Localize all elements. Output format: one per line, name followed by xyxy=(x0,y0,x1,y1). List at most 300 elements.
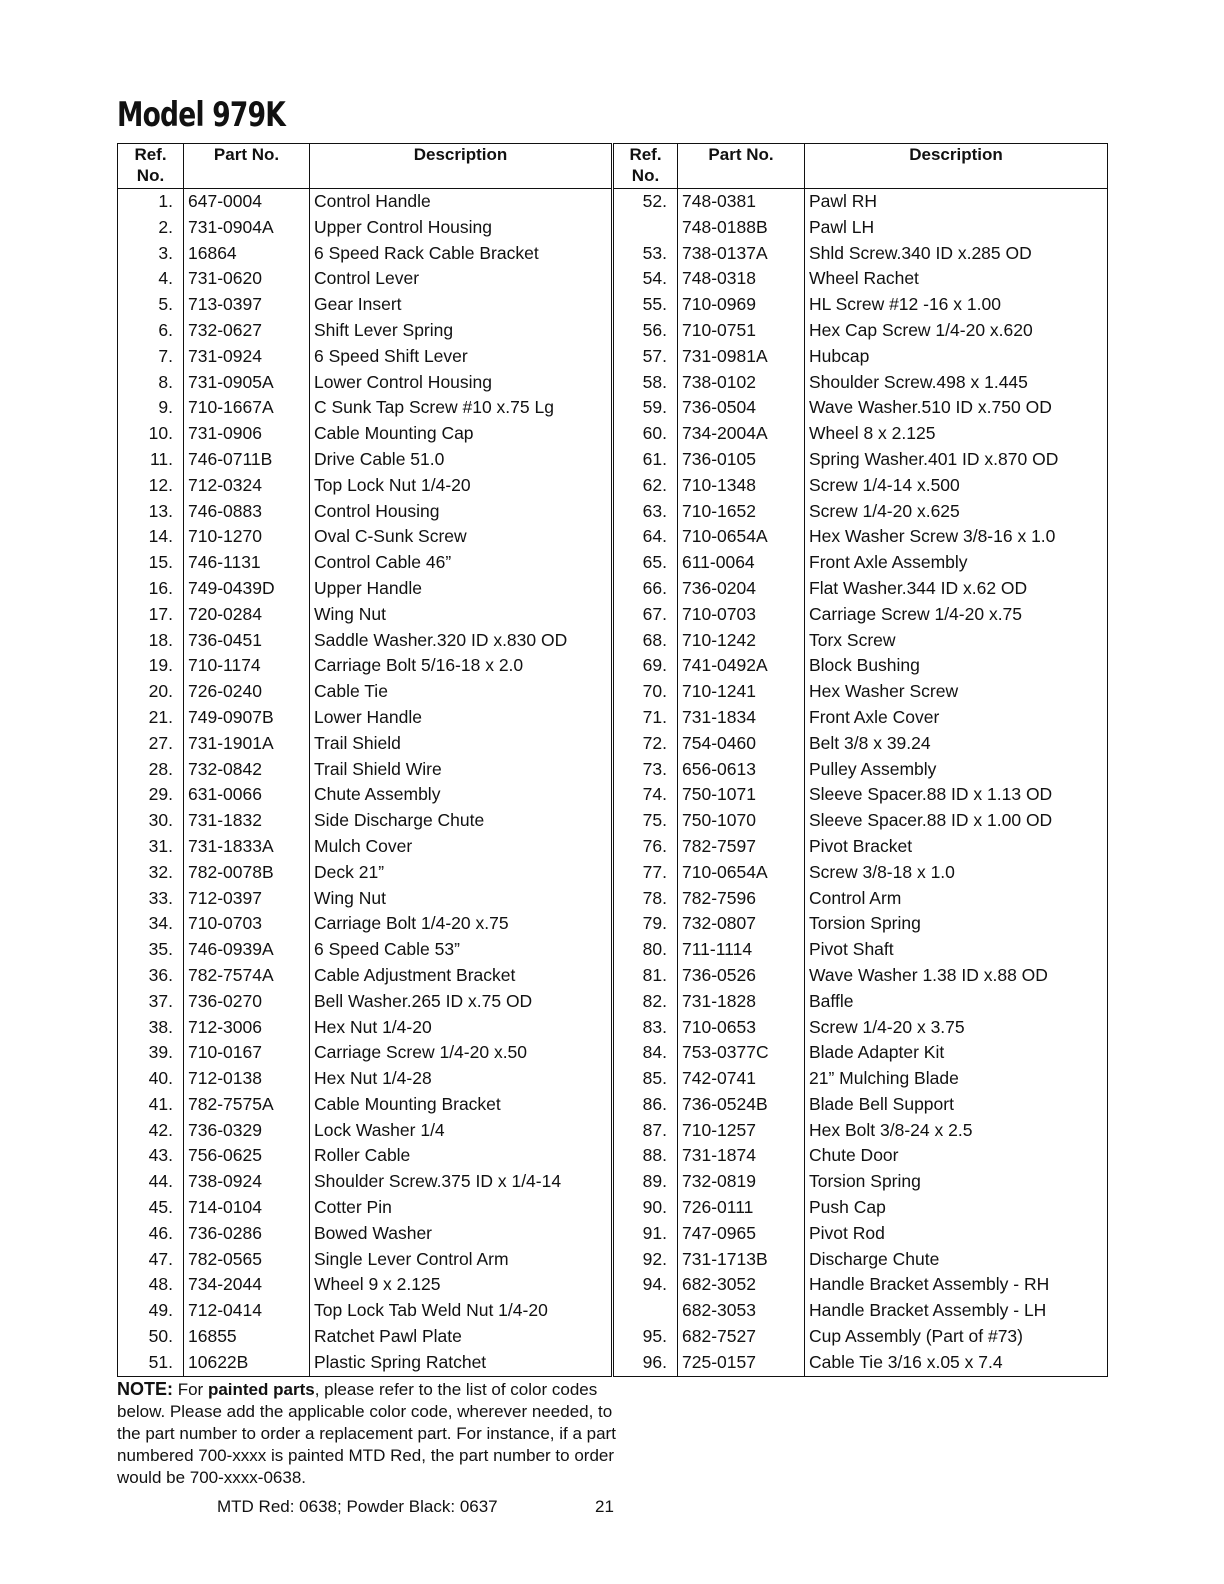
description-cell: Torx Screw xyxy=(805,628,1108,654)
description-cell: Side Discharge Chute xyxy=(310,808,612,834)
description-cell: Control Cable 46” xyxy=(310,550,612,576)
description-cell: Lock Washer 1/4 xyxy=(310,1118,612,1144)
table-row xyxy=(118,1298,612,1324)
ref-no-cell: 65. xyxy=(614,550,678,576)
part-no-cell: 782-7574A xyxy=(184,963,310,989)
ref-no-cell: 38. xyxy=(118,1015,184,1041)
ref-no-cell: 14. xyxy=(118,524,184,550)
description-cell: Wheel 8 x 2.125 xyxy=(805,421,1108,447)
table-row xyxy=(614,344,1108,370)
description-cell: Handle Bracket Assembly - LH xyxy=(805,1298,1108,1324)
description-cell: Carriage Bolt 5/16-18 x 2.0 xyxy=(310,653,612,679)
table-row xyxy=(614,370,1108,396)
parts-table-right-body xyxy=(614,189,1108,1377)
part-no-cell: 711-1114 xyxy=(678,937,805,963)
ref-no-cell: 55. xyxy=(614,292,678,318)
ref-no-cell: 75. xyxy=(614,808,678,834)
ref-no-cell: 62. xyxy=(614,473,678,499)
part-no-cell: 631-0066 xyxy=(184,782,310,808)
ref-no-cell: 2. xyxy=(118,215,184,241)
description-cell: Deck 21” xyxy=(310,860,612,886)
ref-no-cell: 6. xyxy=(118,318,184,344)
part-no-cell: 736-0286 xyxy=(184,1221,310,1247)
part-no-cell: 731-1713B xyxy=(678,1247,805,1273)
part-no-cell: 754-0460 xyxy=(678,731,805,757)
description-header: Description xyxy=(310,144,612,189)
description-cell: Hex Nut 1/4-20 xyxy=(310,1015,612,1041)
ref-no-cell: 13. xyxy=(118,499,184,525)
table-row xyxy=(614,473,1108,499)
part-no-cell: 732-0842 xyxy=(184,757,310,783)
table-row xyxy=(118,937,612,963)
ref-no-cell: 20. xyxy=(118,679,184,705)
description-cell: Shift Lever Spring xyxy=(310,318,612,344)
description-cell: Chute Assembly xyxy=(310,782,612,808)
table-row xyxy=(118,886,612,912)
ref-no-cell: 28. xyxy=(118,757,184,783)
table-row xyxy=(118,1169,612,1195)
part-no-cell: 647-0004 xyxy=(184,189,310,215)
table-row xyxy=(118,421,612,447)
description-cell: Sleeve Spacer.88 ID x 1.00 OD xyxy=(805,808,1108,834)
table-row xyxy=(614,1350,1108,1376)
ref-no-cell: 86. xyxy=(614,1092,678,1118)
ref-no-cell: 37. xyxy=(118,989,184,1015)
table-row xyxy=(118,1195,612,1221)
table-row xyxy=(614,318,1108,344)
description-cell: Hubcap xyxy=(805,344,1108,370)
part-no-cell: 736-0204 xyxy=(678,576,805,602)
table-row xyxy=(118,782,612,808)
description-cell: Cable Mounting Cap xyxy=(310,421,612,447)
part-no-cell: 748-0318 xyxy=(678,266,805,292)
part-no-cell: 10622B xyxy=(184,1350,310,1376)
table-row xyxy=(118,395,612,421)
part-no-cell: 710-0654A xyxy=(678,860,805,886)
part-no-cell: 710-0703 xyxy=(678,602,805,628)
ref-no-cell: 31. xyxy=(118,834,184,860)
part-no-cell: 746-0883 xyxy=(184,499,310,525)
part-no-cell: 736-0105 xyxy=(678,447,805,473)
part-no-cell: 736-0524B xyxy=(678,1092,805,1118)
ref-no-cell: 18. xyxy=(118,628,184,654)
table-row xyxy=(118,189,612,215)
table-row xyxy=(614,782,1108,808)
description-cell: Chute Door xyxy=(805,1143,1108,1169)
ref-no-cell: 19. xyxy=(118,653,184,679)
part-no-cell: 732-0807 xyxy=(678,911,805,937)
ref-no-cell: 3. xyxy=(118,241,184,267)
ref-no-cell: 30. xyxy=(118,808,184,834)
table-row xyxy=(614,1221,1108,1247)
part-no-cell: 682-3052 xyxy=(678,1272,805,1298)
part-no-cell: 710-0969 xyxy=(678,292,805,318)
ref-no-cell: 60. xyxy=(614,421,678,447)
description-cell: HL Screw #12 -16 x 1.00 xyxy=(805,292,1108,318)
description-cell: Pawl RH xyxy=(805,189,1108,215)
part-no-cell: 746-0939A xyxy=(184,937,310,963)
description-cell: Top Lock Nut 1/4-20 xyxy=(310,473,612,499)
ref-no-cell: 47. xyxy=(118,1247,184,1273)
description-cell: Push Cap xyxy=(805,1195,1108,1221)
ref-no-cell: 10. xyxy=(118,421,184,447)
ref-no-cell: 83. xyxy=(614,1015,678,1041)
part-no-cell: 782-7597 xyxy=(678,834,805,860)
part-no-cell: 16855 xyxy=(184,1324,310,1350)
table-row xyxy=(614,215,1108,241)
description-cell: Screw 1/4-20 x 3.75 xyxy=(805,1015,1108,1041)
table-row xyxy=(118,705,612,731)
part-no-cell: 731-0904A xyxy=(184,215,310,241)
ref-no-cell: 49. xyxy=(118,1298,184,1324)
table-row xyxy=(614,1040,1108,1066)
description-cell: Front Axle Assembly xyxy=(805,550,1108,576)
part-no-cell: 736-0270 xyxy=(184,989,310,1015)
description-cell: Torsion Spring xyxy=(805,911,1108,937)
ref-no-cell: 56. xyxy=(614,318,678,344)
description-header: Description xyxy=(805,144,1108,189)
description-cell: Trail Shield Wire xyxy=(310,757,612,783)
table-row xyxy=(614,1298,1108,1324)
ref-no-cell: 29. xyxy=(118,782,184,808)
description-cell: Wave Washer 1.38 ID x.88 OD xyxy=(805,963,1108,989)
ref-no-cell: 88. xyxy=(614,1143,678,1169)
part-no-cell: 656-0613 xyxy=(678,757,805,783)
part-no-header: Part No. xyxy=(184,144,310,189)
table-row xyxy=(118,653,612,679)
part-no-cell: 738-0924 xyxy=(184,1169,310,1195)
table-row xyxy=(614,1066,1108,1092)
note-label: NOTE: xyxy=(117,1379,173,1399)
part-no-cell: 16864 xyxy=(184,241,310,267)
table-row xyxy=(614,1143,1108,1169)
description-cell: Handle Bracket Assembly - RH xyxy=(805,1272,1108,1298)
description-cell: Pivot Shaft xyxy=(805,937,1108,963)
part-no-cell: 746-0711B xyxy=(184,447,310,473)
description-cell: Hex Cap Screw 1/4-20 x.620 xyxy=(805,318,1108,344)
table-row xyxy=(118,860,612,886)
description-cell: Cup Assembly (Part of #73) xyxy=(805,1324,1108,1350)
table-row xyxy=(118,1118,612,1144)
description-cell: Belt 3/8 x 39.24 xyxy=(805,731,1108,757)
part-no-cell: 682-3053 xyxy=(678,1298,805,1324)
ref-no-cell: 11. xyxy=(118,447,184,473)
description-cell: Wave Washer.510 ID x.750 OD xyxy=(805,395,1108,421)
description-cell: Control Arm xyxy=(805,886,1108,912)
part-no-cell: 710-1270 xyxy=(184,524,310,550)
part-no-cell: 710-1348 xyxy=(678,473,805,499)
ref-no-cell: 57. xyxy=(614,344,678,370)
table-row xyxy=(614,1195,1108,1221)
table-row xyxy=(118,628,612,654)
part-no-cell: 756-0625 xyxy=(184,1143,310,1169)
table-row xyxy=(118,1221,612,1247)
ref-no-cell: 76. xyxy=(614,834,678,860)
ref-no-cell: 46. xyxy=(118,1221,184,1247)
table-row xyxy=(118,292,612,318)
part-no-cell: 732-0627 xyxy=(184,318,310,344)
part-no-cell: 726-0240 xyxy=(184,679,310,705)
part-no-cell: 734-2004A xyxy=(678,421,805,447)
description-cell: Lower Control Housing xyxy=(310,370,612,396)
table-row xyxy=(118,679,612,705)
ref-no-cell: 51. xyxy=(118,1350,184,1376)
table-row xyxy=(118,1247,612,1273)
table-row xyxy=(614,550,1108,576)
table-row xyxy=(118,241,612,267)
part-no-cell: 710-0751 xyxy=(678,318,805,344)
description-cell: Carriage Screw 1/4-20 x.50 xyxy=(310,1040,612,1066)
table-row xyxy=(614,421,1108,447)
part-no-cell: 710-1174 xyxy=(184,653,310,679)
part-no-cell: 782-7575A xyxy=(184,1092,310,1118)
table-row xyxy=(118,911,612,937)
part-no-cell: 749-0439D xyxy=(184,576,310,602)
description-cell: Torsion Spring xyxy=(805,1169,1108,1195)
ref-no-cell: 59. xyxy=(614,395,678,421)
ref-no-cell: 89. xyxy=(614,1169,678,1195)
table-row xyxy=(614,1169,1108,1195)
part-no-cell: 714-0104 xyxy=(184,1195,310,1221)
table-row xyxy=(614,937,1108,963)
description-cell: Screw 1/4-14 x.500 xyxy=(805,473,1108,499)
description-cell: Cable Mounting Bracket xyxy=(310,1092,612,1118)
part-no-cell: 731-1833A xyxy=(184,834,310,860)
description-cell: Discharge Chute xyxy=(805,1247,1108,1273)
ref-no-cell: 15. xyxy=(118,550,184,576)
ref-no-cell: 36. xyxy=(118,963,184,989)
ref-no-cell: 80. xyxy=(614,937,678,963)
table-row xyxy=(614,834,1108,860)
part-no-cell: 731-0620 xyxy=(184,266,310,292)
ref-no-cell: 92. xyxy=(614,1247,678,1273)
description-cell: Trail Shield xyxy=(310,731,612,757)
ref-no-cell: 67. xyxy=(614,602,678,628)
page-number: 21 xyxy=(595,1497,614,1516)
description-cell: Hex Nut 1/4-28 xyxy=(310,1066,612,1092)
description-cell: Pivot Bracket xyxy=(805,834,1108,860)
description-cell: Flat Washer.344 ID x.62 OD xyxy=(805,576,1108,602)
table-row xyxy=(614,808,1108,834)
ref-no-cell: 42. xyxy=(118,1118,184,1144)
table-row xyxy=(118,757,612,783)
table-row xyxy=(118,1143,612,1169)
ref-no-cell: 8. xyxy=(118,370,184,396)
description-cell: Control Housing xyxy=(310,499,612,525)
ref-no-cell: 53. xyxy=(614,241,678,267)
part-no-cell: 753-0377C xyxy=(678,1040,805,1066)
table-row xyxy=(118,370,612,396)
ref-no-cell: 72. xyxy=(614,731,678,757)
table-row xyxy=(614,1015,1108,1041)
ref-no-cell: 5. xyxy=(118,292,184,318)
description-cell: Control Lever xyxy=(310,266,612,292)
ref-no-cell: 50. xyxy=(118,1324,184,1350)
ref-no-cell: 4. xyxy=(118,266,184,292)
ref-no-cell xyxy=(614,215,678,241)
part-no-cell: 726-0111 xyxy=(678,1195,805,1221)
description-cell: Wheel 9 x 2.125 xyxy=(310,1272,612,1298)
description-cell: Hex Bolt 3/8-24 x 2.5 xyxy=(805,1118,1108,1144)
description-cell: Drive Cable 51.0 xyxy=(310,447,612,473)
ref-no-cell: 81. xyxy=(614,963,678,989)
part-no-cell: 731-1901A xyxy=(184,731,310,757)
table-row xyxy=(118,447,612,473)
description-cell: Bell Washer.265 ID x.75 OD xyxy=(310,989,612,1015)
description-cell: Pivot Rod xyxy=(805,1221,1108,1247)
table-row xyxy=(118,1015,612,1041)
ref-no-cell: 17. xyxy=(118,602,184,628)
table-row xyxy=(614,292,1108,318)
ref-no-cell: 70. xyxy=(614,679,678,705)
table-row xyxy=(118,473,612,499)
table-row xyxy=(118,1324,612,1350)
part-no-cell: 731-0924 xyxy=(184,344,310,370)
description-cell: Sleeve Spacer.88 ID x 1.13 OD xyxy=(805,782,1108,808)
ref-no-cell: 34. xyxy=(118,911,184,937)
part-no-cell: 731-1832 xyxy=(184,808,310,834)
table-row xyxy=(118,602,612,628)
description-cell: Blade Adapter Kit xyxy=(805,1040,1108,1066)
parts-table-right xyxy=(613,143,1108,1377)
ref-no-cell: 32. xyxy=(118,860,184,886)
part-no-cell: 712-0397 xyxy=(184,886,310,912)
part-no-cell: 710-1652 xyxy=(678,499,805,525)
ref-no-cell: 16. xyxy=(118,576,184,602)
part-no-cell: 736-0329 xyxy=(184,1118,310,1144)
ref-no-cell: 9. xyxy=(118,395,184,421)
part-no-cell: 747-0965 xyxy=(678,1221,805,1247)
ref-no-cell: 73. xyxy=(614,757,678,783)
table-row xyxy=(614,602,1108,628)
part-no-header: Part No. xyxy=(678,144,805,189)
description-cell: Saddle Washer.320 ID x.830 OD xyxy=(310,628,612,654)
parts-table-left-body xyxy=(118,189,612,1377)
description-cell: Cable Tie xyxy=(310,679,612,705)
part-no-cell: 710-0703 xyxy=(184,911,310,937)
description-cell: Oval C-Sunk Screw xyxy=(310,524,612,550)
ref-no-cell: 12. xyxy=(118,473,184,499)
table-row xyxy=(118,1272,612,1298)
description-cell: Single Lever Control Arm xyxy=(310,1247,612,1273)
ref-no-cell: 71. xyxy=(614,705,678,731)
part-no-cell: 731-0981A xyxy=(678,344,805,370)
part-no-cell: 710-1241 xyxy=(678,679,805,705)
description-cell: Hex Washer Screw 3/8-16 x 1.0 xyxy=(805,524,1108,550)
table-row xyxy=(614,1118,1108,1144)
ref-no-cell: 74. xyxy=(614,782,678,808)
part-no-cell: 682-7527 xyxy=(678,1324,805,1350)
table-row xyxy=(614,653,1108,679)
color-codes: MTD Red: 0638; Powder Black: 0637 xyxy=(217,1497,498,1516)
part-no-cell: 731-0905A xyxy=(184,370,310,396)
table-row xyxy=(118,524,612,550)
table-row xyxy=(614,499,1108,525)
table-row xyxy=(614,1272,1108,1298)
table-row xyxy=(118,499,612,525)
table-row xyxy=(118,266,612,292)
ref-no-cell: 95. xyxy=(614,1324,678,1350)
description-cell: Upper Control Housing xyxy=(310,215,612,241)
ref-no-cell: 48. xyxy=(118,1272,184,1298)
description-cell: Spring Washer.401 ID x.870 OD xyxy=(805,447,1108,473)
description-cell: Ratchet Pawl Plate xyxy=(310,1324,612,1350)
ref-no-cell: 85. xyxy=(614,1066,678,1092)
description-cell: 6 Speed Cable 53” xyxy=(310,937,612,963)
table-row xyxy=(614,757,1108,783)
table-row xyxy=(118,550,612,576)
ref-no-cell: 1. xyxy=(118,189,184,215)
ref-no-cell: 79. xyxy=(614,911,678,937)
table-row xyxy=(614,447,1108,473)
ref-no-header: Ref. No. xyxy=(118,144,184,189)
ref-no-header: Ref. No. xyxy=(614,144,678,189)
part-no-cell: 734-2044 xyxy=(184,1272,310,1298)
part-no-cell: 710-0654A xyxy=(678,524,805,550)
part-no-cell: 750-1071 xyxy=(678,782,805,808)
description-cell: Mulch Cover xyxy=(310,834,612,860)
part-no-cell: 710-0653 xyxy=(678,1015,805,1041)
table-row xyxy=(614,679,1108,705)
description-cell: Screw 1/4-20 x.625 xyxy=(805,499,1108,525)
table-row xyxy=(118,731,612,757)
table-row xyxy=(118,215,612,241)
part-no-cell: 710-0167 xyxy=(184,1040,310,1066)
ref-no-cell: 21. xyxy=(118,705,184,731)
ref-no-cell: 58. xyxy=(614,370,678,396)
ref-no-cell: 64. xyxy=(614,524,678,550)
description-cell: Gear Insert xyxy=(310,292,612,318)
table-row xyxy=(614,189,1108,215)
part-no-cell: 750-1070 xyxy=(678,808,805,834)
table-row xyxy=(614,705,1108,731)
description-cell: Shoulder Screw.498 x 1.445 xyxy=(805,370,1108,396)
ref-no-cell: 52. xyxy=(614,189,678,215)
part-no-cell: 725-0157 xyxy=(678,1350,805,1376)
description-cell: Control Handle xyxy=(310,189,612,215)
table-row xyxy=(614,576,1108,602)
description-cell: Wheel Rachet xyxy=(805,266,1108,292)
ref-no-cell: 41. xyxy=(118,1092,184,1118)
part-no-cell: 748-0381 xyxy=(678,189,805,215)
ref-no-cell: 77. xyxy=(614,860,678,886)
description-cell: Wing Nut xyxy=(310,886,612,912)
part-no-cell: 731-0906 xyxy=(184,421,310,447)
description-cell: Hex Washer Screw xyxy=(805,679,1108,705)
table-row xyxy=(614,1247,1108,1273)
description-cell: Wing Nut xyxy=(310,602,612,628)
ref-no-cell: 54. xyxy=(614,266,678,292)
part-no-cell: 738-0137A xyxy=(678,241,805,267)
ref-no-cell: 35. xyxy=(118,937,184,963)
part-no-cell: 738-0102 xyxy=(678,370,805,396)
description-cell: Pawl LH xyxy=(805,215,1108,241)
table-header-row xyxy=(614,144,1108,189)
ref-no-cell: 44. xyxy=(118,1169,184,1195)
description-cell: Shld Screw.340 ID x.285 OD xyxy=(805,241,1108,267)
description-cell: Cotter Pin xyxy=(310,1195,612,1221)
part-no-cell: 712-0324 xyxy=(184,473,310,499)
table-row xyxy=(118,1092,612,1118)
description-cell: Baffle xyxy=(805,989,1108,1015)
table-row xyxy=(118,1040,612,1066)
table-row xyxy=(614,731,1108,757)
table-header-row xyxy=(118,144,612,189)
description-cell: Cable Adjustment Bracket xyxy=(310,963,612,989)
ref-no-cell: 45. xyxy=(118,1195,184,1221)
ref-no-cell: 96. xyxy=(614,1350,678,1376)
ref-no-cell: 40. xyxy=(118,1066,184,1092)
